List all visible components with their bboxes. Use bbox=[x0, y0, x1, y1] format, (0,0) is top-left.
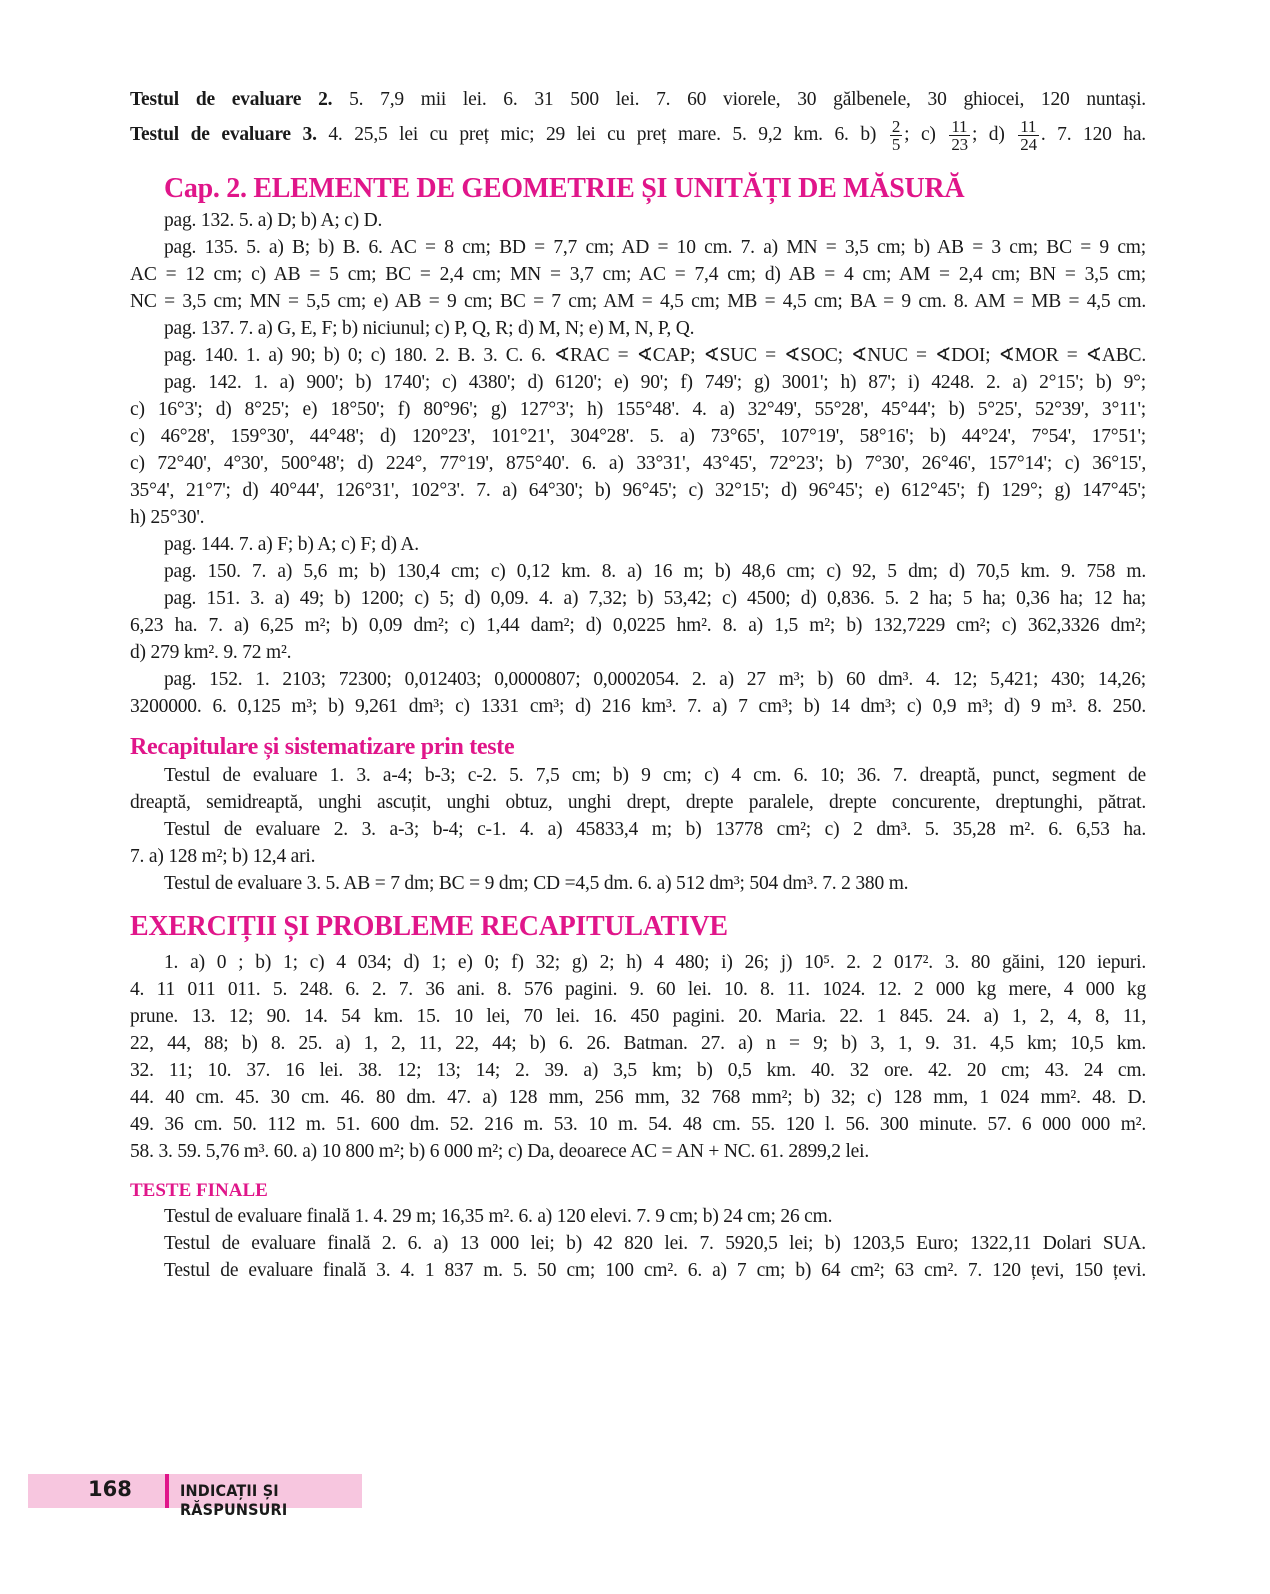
answer-line: pag. 152. 1. 2103; 72300; 0,012403; 0,0000807; 0,0002054. 2. a) 27 m³; b) 60 dm³. 4. 12; 5,421; 430; 14,26; bbox=[164, 669, 1146, 690]
answer-line: h) 25°30'. bbox=[130, 507, 205, 528]
fraction: $\frac{11}{24}$ bbox=[1020, 117, 1037, 155]
answer-line: dreaptă, semidreaptă, unghi ascuțit, unghi obtuz, unghi drept, drepte paralele, drepte concurente, dreptunghi, pătrat. bbox=[130, 792, 1146, 813]
answer-line: pag. 142. 1. a) 900'; b) 1740'; c) 4380'; d) 6120'; e) 90'; f) 749'; g) 3001'; h) 87'; i) 4248. 2. a) 2°15'; b) 9°; bbox=[164, 372, 1146, 393]
answer-line: pag. 151. 3. a) 49; b) 1200; c) 5; d) 0,09. 4. a) 7,32; b) 53,42; c) 4500; d) 0,836. 5. 2 ha; 5 ha; 0,36 ha; 12 ha; bbox=[164, 588, 1146, 609]
answer-line: 4. 11 011 011. 5. 248. 6. 2. 7. 36 ani. 8. 576 pagini. 9. 60 lei. 10. 8. 11. 1024. 12. 2 000 kg mere, 4 000 kg bbox=[130, 979, 1146, 1000]
answer-line: Testul de evaluare finală 3. 4. 1 837 m. 5. 50 cm; 100 cm². 6. a) 7 cm; b) 64 cm²; 63 cm². 7. 120 țevi, 150 țevi. bbox=[164, 1260, 1146, 1281]
answer-line: 49. 36 cm. 50. 112 m. 51. 600 dm. 52. 216 m. 53. 10 m. 54. 48 cm. 55. 120 l. 56. 300 minute. 57. 6 000 000 m². bbox=[130, 1114, 1146, 1135]
page-number: 168 bbox=[88, 1477, 132, 1501]
answer-line: 1. a) 0 ; b) 1; c) 4 034; d) 1; e) 0; f) 32; g) 2; h) 4 480; i) 26; j) 10⁵. 2. 2 017². 3. 80 găini, 120 iepuri. bbox=[164, 952, 1146, 973]
answer-line: Testul de evaluare 3. 5. AB = 7 dm; BC = 9 dm; CD =4,5 dm. 6. a) 512 dm³; 504 dm³. 7. 2 380 m. bbox=[164, 873, 909, 894]
answer-line: c) 72°40', 4°30', 500°48'; d) 224°, 77°19', 875°40'. 6. a) 33°31', 43°45', 72°23'; b) 7°30', 26°46', 157°14'; c) 36°15', bbox=[130, 453, 1146, 474]
answer-line: pag. 135. 5. a) B; b) B. 6. AC = 8 cm; BD = 7,7 cm; AD = 10 cm. 7. a) MN = 3,5 cm; b) AB = 3 cm; BC = 9 cm; bbox=[164, 237, 1146, 258]
footer-divider bbox=[165, 1474, 169, 1508]
answer-line: 58. 3. 59. 5,76 m³. 60. a) 10 800 m²; b) 6 000 m²; c) Da, deoarece AC = AN + NC. 61. 2899,2 lei. bbox=[130, 1141, 870, 1162]
answer-line: pag. 132. 5. a) D; b) A; c) D. bbox=[164, 210, 383, 231]
answer-line: 22, 44, 88; b) 8. 25. a) 1, 2, 11, 22, 44; b) 6. 26. Batman. 27. a) n = 9; b) 3, 1, 9. 31. 4,5 km; 10,5 km. bbox=[130, 1033, 1146, 1054]
exercises-heading: EXERCIȚII ȘI PROBLEME RECAPITULATIVE bbox=[130, 911, 728, 942]
fraction: $\frac{2}{5}$ bbox=[891, 117, 901, 155]
final-tests-heading: TESTE FINALE bbox=[130, 1180, 268, 1201]
answers-page bbox=[130, 86, 1146, 1284]
answer-line: c) 16°3'; d) 8°25'; e) 18°50'; f) 80°96'; g) 127°3'; h) 155°48'. 4. a) 32°49', 55°28', 45°44'; b) 5°25', 52°39', 3°11'; bbox=[130, 399, 1146, 420]
answer-line: 7. a) 128 m²; b) 12,4 ari. bbox=[130, 846, 316, 867]
answer-line: d) 279 km². 9. 72 m². bbox=[130, 642, 292, 663]
answer-line: prune. 13. 12; 90. 14. 54 km. 15. 10 lei, 70 lei. 16. 450 pagini. 20. Maria. 22. 1 845. 24. a) 1, 2, 4, 8, 11, bbox=[130, 1006, 1146, 1027]
answer-line: pag. 137. 7. a) G, E, F; b) niciunul; c) P, Q, R; d) M, N; e) M, N, P, Q. bbox=[164, 318, 695, 339]
footer-title: INDICAȚII ȘI RĂSPUNSURI bbox=[180, 1481, 288, 1519]
answer-line: 35°4', 21°7'; d) 40°44', 126°31', 102°3'. 7. a) 64°30'; b) 96°45'; c) 32°15'; d) 96°45'; e) 612°45'; f) 129°; g) 147°45'; bbox=[130, 480, 1146, 501]
answer-line: AC = 12 cm; c) AB = 5 cm; BC = 2,4 cm; MN = 3,7 cm; AC = 7,4 cm; d) AB = 4 cm; AM = 2,4 cm; BN = 3,5 cm; bbox=[130, 264, 1146, 285]
answer-line: Testul de evaluare 1. 3. a-4; b-3; c-2. 5. 7,5 cm; b) 9 cm; c) 4 cm. 6. 10; 36. 7. dreaptă, punct, segment de bbox=[164, 765, 1146, 786]
answer-line: NC = 3,5 cm; MN = 5,5 cm; e) AB = 9 cm; BC = 7 cm; AM = 4,5 cm; MB = 4,5 cm; BA = 9 cm. 8. AM = MB = 4,5 cm. bbox=[130, 291, 1146, 312]
test2-answers: Testul de evaluare 2. 5. 7,9 mii lei. 6. 31 500 lei. 7. 60 viorele, 30 gălbenele, 30 ghiocei, 120 nuntași. bbox=[130, 89, 1146, 110]
answer-line: 6,23 ha. 7. a) 6,25 m²; b) 0,09 dm²; c) 1,44 dam²; d) 0,0225 hm². 8. a) 1,5 m²; b) 132,7229 cm²; c) 362,3326 dm²; bbox=[130, 615, 1146, 636]
answer-line: pag. 144. 7. a) F; b) A; c) F; d) A. bbox=[164, 534, 419, 555]
recap-heading: Recapitulare și sistematizare prin teste bbox=[130, 734, 515, 760]
fraction: $\frac{11}{23}$ bbox=[951, 117, 968, 155]
chapter-2-heading: Cap. 2. ELEMENTE DE GEOMETRIE ȘI UNITĂȚI DE MĂSURĂ bbox=[164, 173, 965, 204]
page-footer bbox=[28, 1474, 362, 1519]
answer-line: Testul de evaluare finală 1. 4. 29 m; 16,35 m². 6. a) 120 elevi. 7. 9 cm; b) 24 cm; 26 cm. bbox=[164, 1206, 833, 1227]
answer-line: pag. 150. 7. a) 5,6 m; b) 130,4 cm; c) 0,12 km. 8. a) 16 m; b) 48,6 cm; c) 92, 5 dm; d) 70,5 km. 9. 758 m. bbox=[164, 561, 1146, 582]
answer-line: Testul de evaluare 2. 3. a-3; b-4; c-1. 4. a) 45833,4 m; b) 13778 cm²; c) 2 dm³. 5. 35,28 m². 6. 6,53 ha. bbox=[164, 819, 1146, 840]
answer-line: pag. 140. 1. a) 90; b) 0; c) 180. 2. B. 3. C. 6. ∢RAC = ∢CAP; ∢SUC = ∢SOC; ∢NUC = ∢DOI; ∢MOR = ∢ABC. bbox=[164, 345, 1146, 366]
answer-line: 3200000. 6. 0,125 m³; b) 9,261 dm³; c) 1331 cm³; d) 216 km³. 7. a) 7 cm³; b) 14 dm³; c) 0,9 m³; d) 9 m³. 8. 250. bbox=[130, 696, 1146, 717]
answer-line: Testul de evaluare finală 2. 6. a) 13 000 lei; b) 42 820 lei. 7. 5920,5 lei; b) 1203,5 Euro; 1322,11 Dolari SUA. bbox=[164, 1233, 1146, 1254]
answer-line: 32. 11; 10. 37. 16 lei. 38. 12; 13; 14; 2. 39. a) 3,5 km; b) 0,5 km. 40. 32 ore. 42. 20 cm; 43. 24 cm. bbox=[130, 1060, 1146, 1081]
answer-line: c) 46°28', 159°30', 44°48'; d) 120°23', 101°21', 304°28'. 5. a) 73°65', 107°19', 58°16'; b) 44°24', 7°54', 17°51'; bbox=[130, 426, 1146, 447]
test3-answers: Testul de evaluare 3. 4. 25,5 lei cu preț mic; 29 lei cu preț mare. 5. 9,2 km. 6. b) $\frac{2}{5}$ ; c) $\frac{11}{23}$ ; d) $\frac{11}{24}$ . 7. 120 ha. bbox=[130, 117, 1146, 155]
answer-line: 44. 40 cm. 45. 30 cm. 46. 80 dm. 47. a) 128 mm, 256 mm, 32 768 mm²; b) 32; c) 128 mm, 1 024 mm². 48. D. bbox=[130, 1087, 1146, 1108]
